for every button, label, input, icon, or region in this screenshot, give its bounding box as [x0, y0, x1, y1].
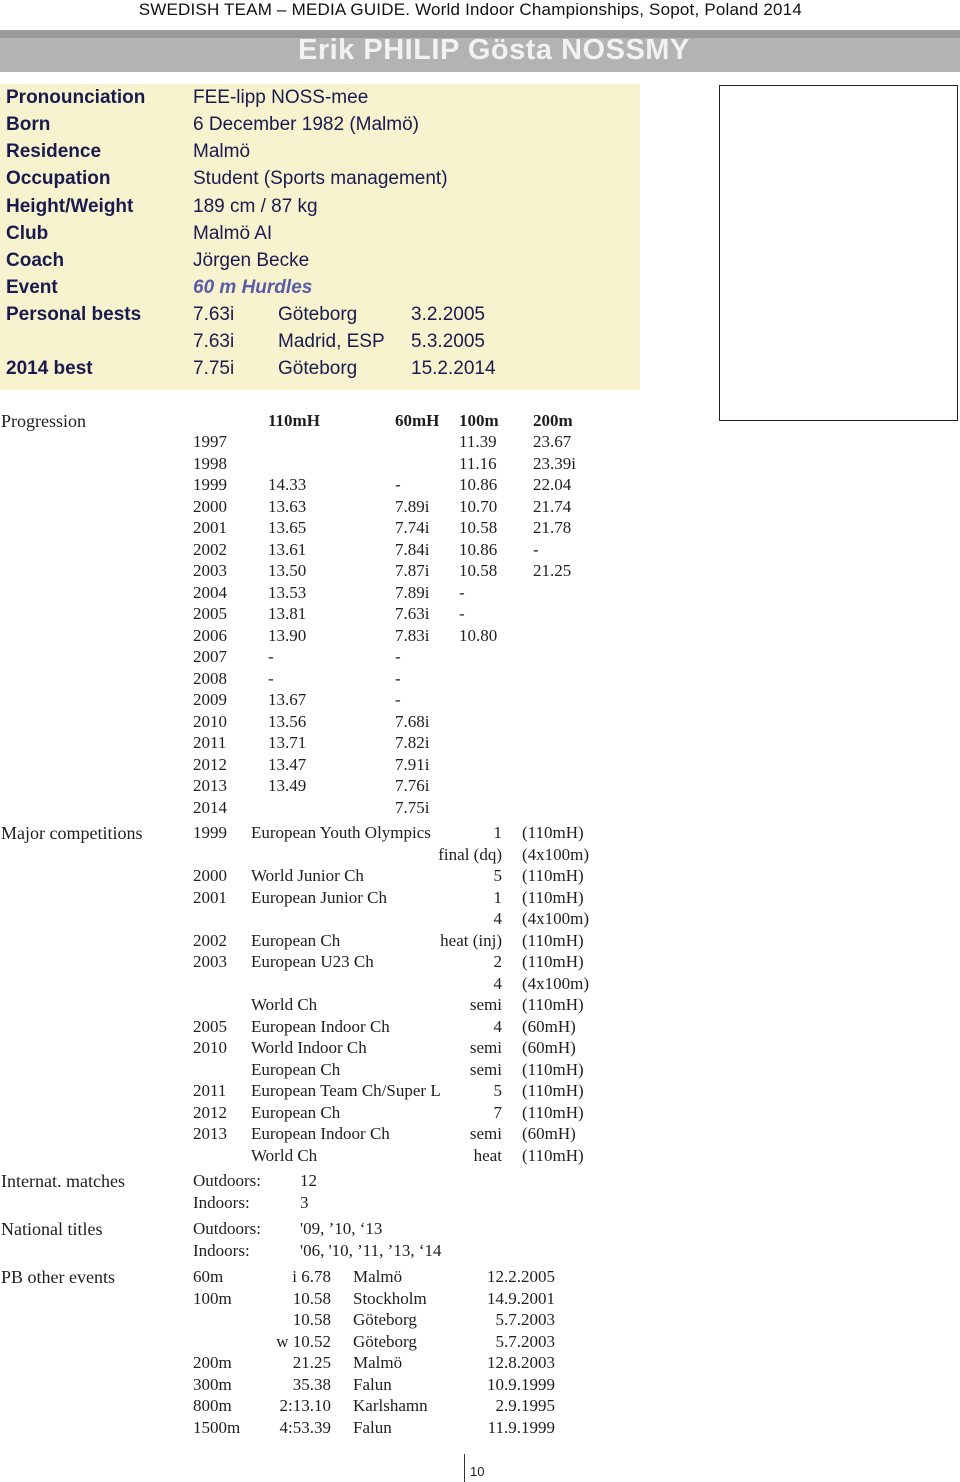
progression-110mh: 13.63 [268, 497, 307, 516]
season-best-place: Göteborg [278, 358, 358, 379]
pb-other-mark: 10.58 [292, 1310, 331, 1329]
progression-year: 2009 [193, 690, 227, 709]
major-place: 4 [493, 909, 502, 928]
pb-other-mark: w 10.52 [276, 1332, 331, 1351]
titles-value: '06, '10, ’11, ’13, ‘14 [300, 1241, 442, 1260]
major-competition: European Junior Ch [251, 888, 387, 907]
progression-60mh: 7.76i [395, 776, 430, 795]
progression-60mh: 7.87i [395, 561, 430, 580]
major-event: (110mH) [522, 823, 584, 842]
progression-header-110mh: 110mH [268, 411, 320, 430]
major-place: semi [469, 995, 502, 1014]
major-year: 2001 [193, 888, 227, 907]
guide-title: SWEDISH TEAM – MEDIA GUIDE. World Indoor Championships, Sopot, Poland 2014 [138, 0, 802, 19]
progression-year: 2000 [193, 497, 227, 516]
progression-110mh: 13.49 [268, 776, 307, 795]
event-value: 60 m Hurdles [193, 277, 313, 298]
progression-header-200m: 200m [533, 411, 573, 430]
major-year: 2002 [193, 931, 227, 950]
major-competition: World Ch [251, 1146, 318, 1165]
pb-mark: 7.63i [193, 331, 235, 352]
major-competition: European Ch [251, 1060, 341, 1079]
page-number: 10 [470, 1464, 485, 1479]
progression-year: 2006 [193, 626, 227, 645]
major-competition: European Indoor Ch [251, 1017, 390, 1036]
progression-year: 2003 [193, 561, 227, 580]
pb-other-event: 300m [193, 1375, 232, 1394]
season-best-label: 2014 best [6, 358, 93, 379]
progression-year: 2011 [193, 733, 227, 752]
pb-other-place: Malmö [353, 1353, 403, 1372]
pb-other-place: Göteborg [353, 1332, 417, 1351]
progression-year: 1998 [193, 454, 227, 473]
occupation-label: Occupation [6, 168, 111, 189]
progression-label: Progression [1, 411, 86, 431]
major-year: 2012 [193, 1103, 227, 1122]
pb-other-place: Karlshamn [353, 1396, 428, 1415]
pb-other-event: 1500m [193, 1418, 241, 1437]
major-event: (110mH) [522, 1103, 584, 1122]
major-place: semi [469, 1124, 502, 1143]
progression-year: 2013 [193, 776, 227, 795]
pb-place: Göteborg [278, 304, 358, 325]
pb-other-mark: 4:53.39 [279, 1418, 331, 1437]
residence-value: Malmö [193, 141, 251, 162]
major-competition: World Junior Ch [251, 866, 364, 885]
height-weight-value: 189 cm / 87 kg [193, 196, 318, 217]
major-event: (110mH) [522, 1081, 584, 1100]
pb-other-event: 100m [193, 1289, 232, 1308]
pronunciation-value: FEE-lipp NOSS-mee [193, 87, 369, 108]
progression-year: 2001 [193, 518, 227, 537]
major-year: 2000 [193, 866, 227, 885]
pb-other-place: Malmö [353, 1267, 403, 1286]
major-competition: European Ch [251, 931, 341, 950]
major-place: heat [473, 1146, 502, 1165]
progression-100m: 10.80 [459, 626, 498, 645]
coach-value: Jörgen Becke [193, 250, 310, 271]
height-weight-label: Height/Weight [6, 196, 134, 217]
progression-100m: - [459, 604, 465, 623]
personal-bests-label: Personal bests [6, 304, 142, 325]
major-place: 1 [493, 823, 502, 842]
progression-100m: 10.58 [459, 561, 498, 580]
major-event: (110mH) [522, 866, 584, 885]
season-best-date: 15.2.2014 [411, 358, 496, 379]
progression-110mh: 13.56 [268, 712, 307, 731]
progression-header-60mh: 60mH [395, 411, 440, 430]
major-event: (60mH) [522, 1017, 576, 1036]
major-event: (110mH) [522, 888, 584, 907]
major-event: (4x100m) [522, 845, 590, 864]
progression-100m: 10.86 [459, 540, 498, 559]
pb-other-date: 5.7.2003 [495, 1332, 555, 1351]
major-place: 4 [493, 1017, 502, 1036]
progression-110mh: 13.81 [268, 604, 307, 623]
progression-200m: 21.74 [533, 497, 572, 516]
pb-other-date: 14.9.2001 [487, 1289, 555, 1308]
pb-place: Madrid, ESP [278, 331, 385, 352]
progression-60mh: - [395, 669, 401, 688]
progression-200m: 21.25 [533, 561, 572, 580]
major-place: 7 [493, 1103, 502, 1122]
athlete-photo-frame [719, 85, 958, 421]
progression-60mh: 7.83i [395, 626, 430, 645]
major-event: (4x100m) [522, 909, 590, 928]
progression-60mh: - [395, 647, 401, 666]
major-event: (110mH) [522, 1060, 584, 1079]
major-competition: European U23 Ch [251, 952, 374, 971]
pb-mark: 7.63i [193, 304, 235, 325]
progression-year: 2012 [193, 755, 227, 774]
pb-date: 3.2.2005 [411, 304, 485, 325]
pb-other-event: 800m [193, 1396, 232, 1415]
major-place: 5 [493, 866, 502, 885]
major-place: 4 [493, 974, 502, 993]
progression-60mh: 7.74i [395, 518, 430, 537]
major-competitions-label: Major competitions [1, 823, 143, 843]
progression-60mh: - [395, 690, 401, 709]
pb-other-date: 12.2.2005 [487, 1267, 555, 1286]
major-event: (60mH) [522, 1038, 576, 1057]
major-place: final (dq) [438, 845, 502, 864]
progression-200m: 23.39i [533, 454, 576, 473]
progression-110mh: 13.67 [268, 690, 307, 709]
club-label: Club [6, 223, 49, 244]
major-event: (60mH) [522, 1124, 576, 1143]
matches-value: 3 [300, 1193, 309, 1212]
major-place: 5 [493, 1081, 502, 1100]
born-value: 6 December 1982 (Malmö) [193, 114, 419, 135]
pb-other-place: Stockholm [353, 1289, 427, 1308]
progression-year: 2010 [193, 712, 227, 731]
progression-year: 2005 [193, 604, 227, 623]
progression-60mh: 7.84i [395, 540, 430, 559]
progression-110mh: 13.90 [268, 626, 307, 645]
titles-type: Indoors: [193, 1241, 250, 1260]
progression-200m: 21.78 [533, 518, 572, 537]
season-best-mark: 7.75i [193, 358, 235, 379]
major-competition: European Indoor Ch [251, 1124, 390, 1143]
major-year: 1999 [193, 823, 227, 842]
pb-other-date: 5.7.2003 [495, 1310, 555, 1329]
progression-year: 1999 [193, 475, 227, 494]
national-titles-label: National titles [1, 1219, 103, 1239]
titles-value: '09, ’10, ‘13 [300, 1219, 383, 1238]
residence-label: Residence [6, 141, 102, 162]
major-place: heat (inj) [440, 931, 502, 950]
major-year: 2011 [193, 1081, 227, 1100]
major-competition: European Youth Olympics [251, 823, 431, 842]
major-event: (110mH) [522, 931, 584, 950]
event-label: Event [6, 277, 58, 298]
major-place: 1 [493, 888, 502, 907]
pb-other-mark: 10.58 [292, 1289, 331, 1308]
progression-110mh: 13.47 [268, 755, 307, 774]
progression-year: 2014 [193, 798, 227, 817]
club-value: Malmö AI [193, 223, 273, 244]
progression-60mh: 7.89i [395, 583, 430, 602]
progression-60mh: 7.82i [395, 733, 430, 752]
major-event: (110mH) [522, 1146, 584, 1165]
major-year: 2005 [193, 1017, 227, 1036]
progression-100m: - [459, 583, 465, 602]
coach-label: Coach [6, 250, 65, 271]
progression-110mh: 13.53 [268, 583, 307, 602]
pb-other-place: Falun [353, 1418, 392, 1437]
progression-100m: 10.86 [459, 475, 498, 494]
progression-110mh: 14.33 [268, 475, 307, 494]
pb-other-event: 200m [193, 1353, 232, 1372]
pb-other-date: 10.9.1999 [487, 1375, 555, 1394]
progression-header-100m: 100m [459, 411, 499, 430]
major-year: 2003 [193, 952, 227, 971]
progression-100m: 10.70 [459, 497, 498, 516]
major-place: semi [469, 1060, 502, 1079]
progression-110mh: - [268, 669, 274, 688]
progression-200m: - [533, 540, 539, 559]
pb-other-date: 12.8.2003 [487, 1353, 555, 1372]
major-year: 2013 [193, 1124, 227, 1143]
pb-other-mark: 2:13.10 [279, 1396, 331, 1415]
matches-type: Outdoors: [193, 1171, 261, 1190]
pb-date: 5.3.2005 [411, 331, 485, 352]
pb-other-place: Göteborg [353, 1310, 417, 1329]
progression-year: 1997 [193, 432, 227, 451]
pb-other-place: Falun [353, 1375, 392, 1394]
major-competition: World Indoor Ch [251, 1038, 367, 1057]
progression-100m: 10.58 [459, 518, 498, 537]
major-competition: World Ch [251, 995, 318, 1014]
progression-100m: 11.16 [459, 454, 497, 473]
pb-other-events-label: PB other events [1, 1267, 115, 1287]
progression-60mh: 7.89i [395, 497, 430, 516]
progression-60mh: 7.68i [395, 712, 430, 731]
progression-110mh: 13.65 [268, 518, 307, 537]
major-year: 2010 [193, 1038, 227, 1057]
progression-200m: 23.67 [533, 432, 572, 451]
header-bar [0, 0, 960, 72]
pb-other-mark: i 6.78 [292, 1267, 331, 1286]
matches-type: Indoors: [193, 1193, 250, 1212]
progression-110mh: 13.61 [268, 540, 307, 559]
titles-type: Outdoors: [193, 1219, 261, 1238]
occupation-value: Student (Sports management) [193, 168, 448, 189]
progression-year: 2007 [193, 647, 227, 666]
athlete-name: Erik PHILIP Gösta NOSSMY [298, 34, 690, 66]
progression-year: 2002 [193, 540, 227, 559]
progression-110mh: 13.71 [268, 733, 307, 752]
major-event: (110mH) [522, 952, 584, 971]
progression-year: 2004 [193, 583, 227, 602]
major-competition: European Ch [251, 1103, 341, 1122]
pb-other-event: 60m [193, 1267, 224, 1286]
pb-other-mark: 21.25 [292, 1353, 331, 1372]
major-place: semi [469, 1038, 502, 1057]
progression-110mh: - [268, 647, 274, 666]
major-competition: European Team Ch/Super L [251, 1081, 441, 1100]
pb-other-mark: 35.38 [292, 1375, 331, 1394]
major-event: (110mH) [522, 995, 584, 1014]
progression-110mh: 13.50 [268, 561, 307, 580]
major-place: 2 [493, 952, 502, 971]
matches-value: 12 [300, 1171, 317, 1190]
progression-60mh: 7.63i [395, 604, 430, 623]
major-event: (4x100m) [522, 974, 590, 993]
progression-year: 2008 [193, 669, 227, 688]
pb-other-date: 2.9.1995 [495, 1396, 555, 1415]
progression-100m: 11.39 [459, 432, 497, 451]
pb-other-date: 11.9.1999 [487, 1418, 555, 1437]
footer-divider [464, 1454, 465, 1482]
pronunciation-label: Pronounciation [6, 87, 146, 108]
progression-60mh: - [395, 475, 401, 494]
progression-60mh: 7.75i [395, 798, 430, 817]
progression-200m: 22.04 [533, 475, 572, 494]
born-label: Born [6, 114, 51, 135]
internat-matches-label: Internat. matches [1, 1171, 125, 1191]
progression-60mh: 7.91i [395, 755, 430, 774]
